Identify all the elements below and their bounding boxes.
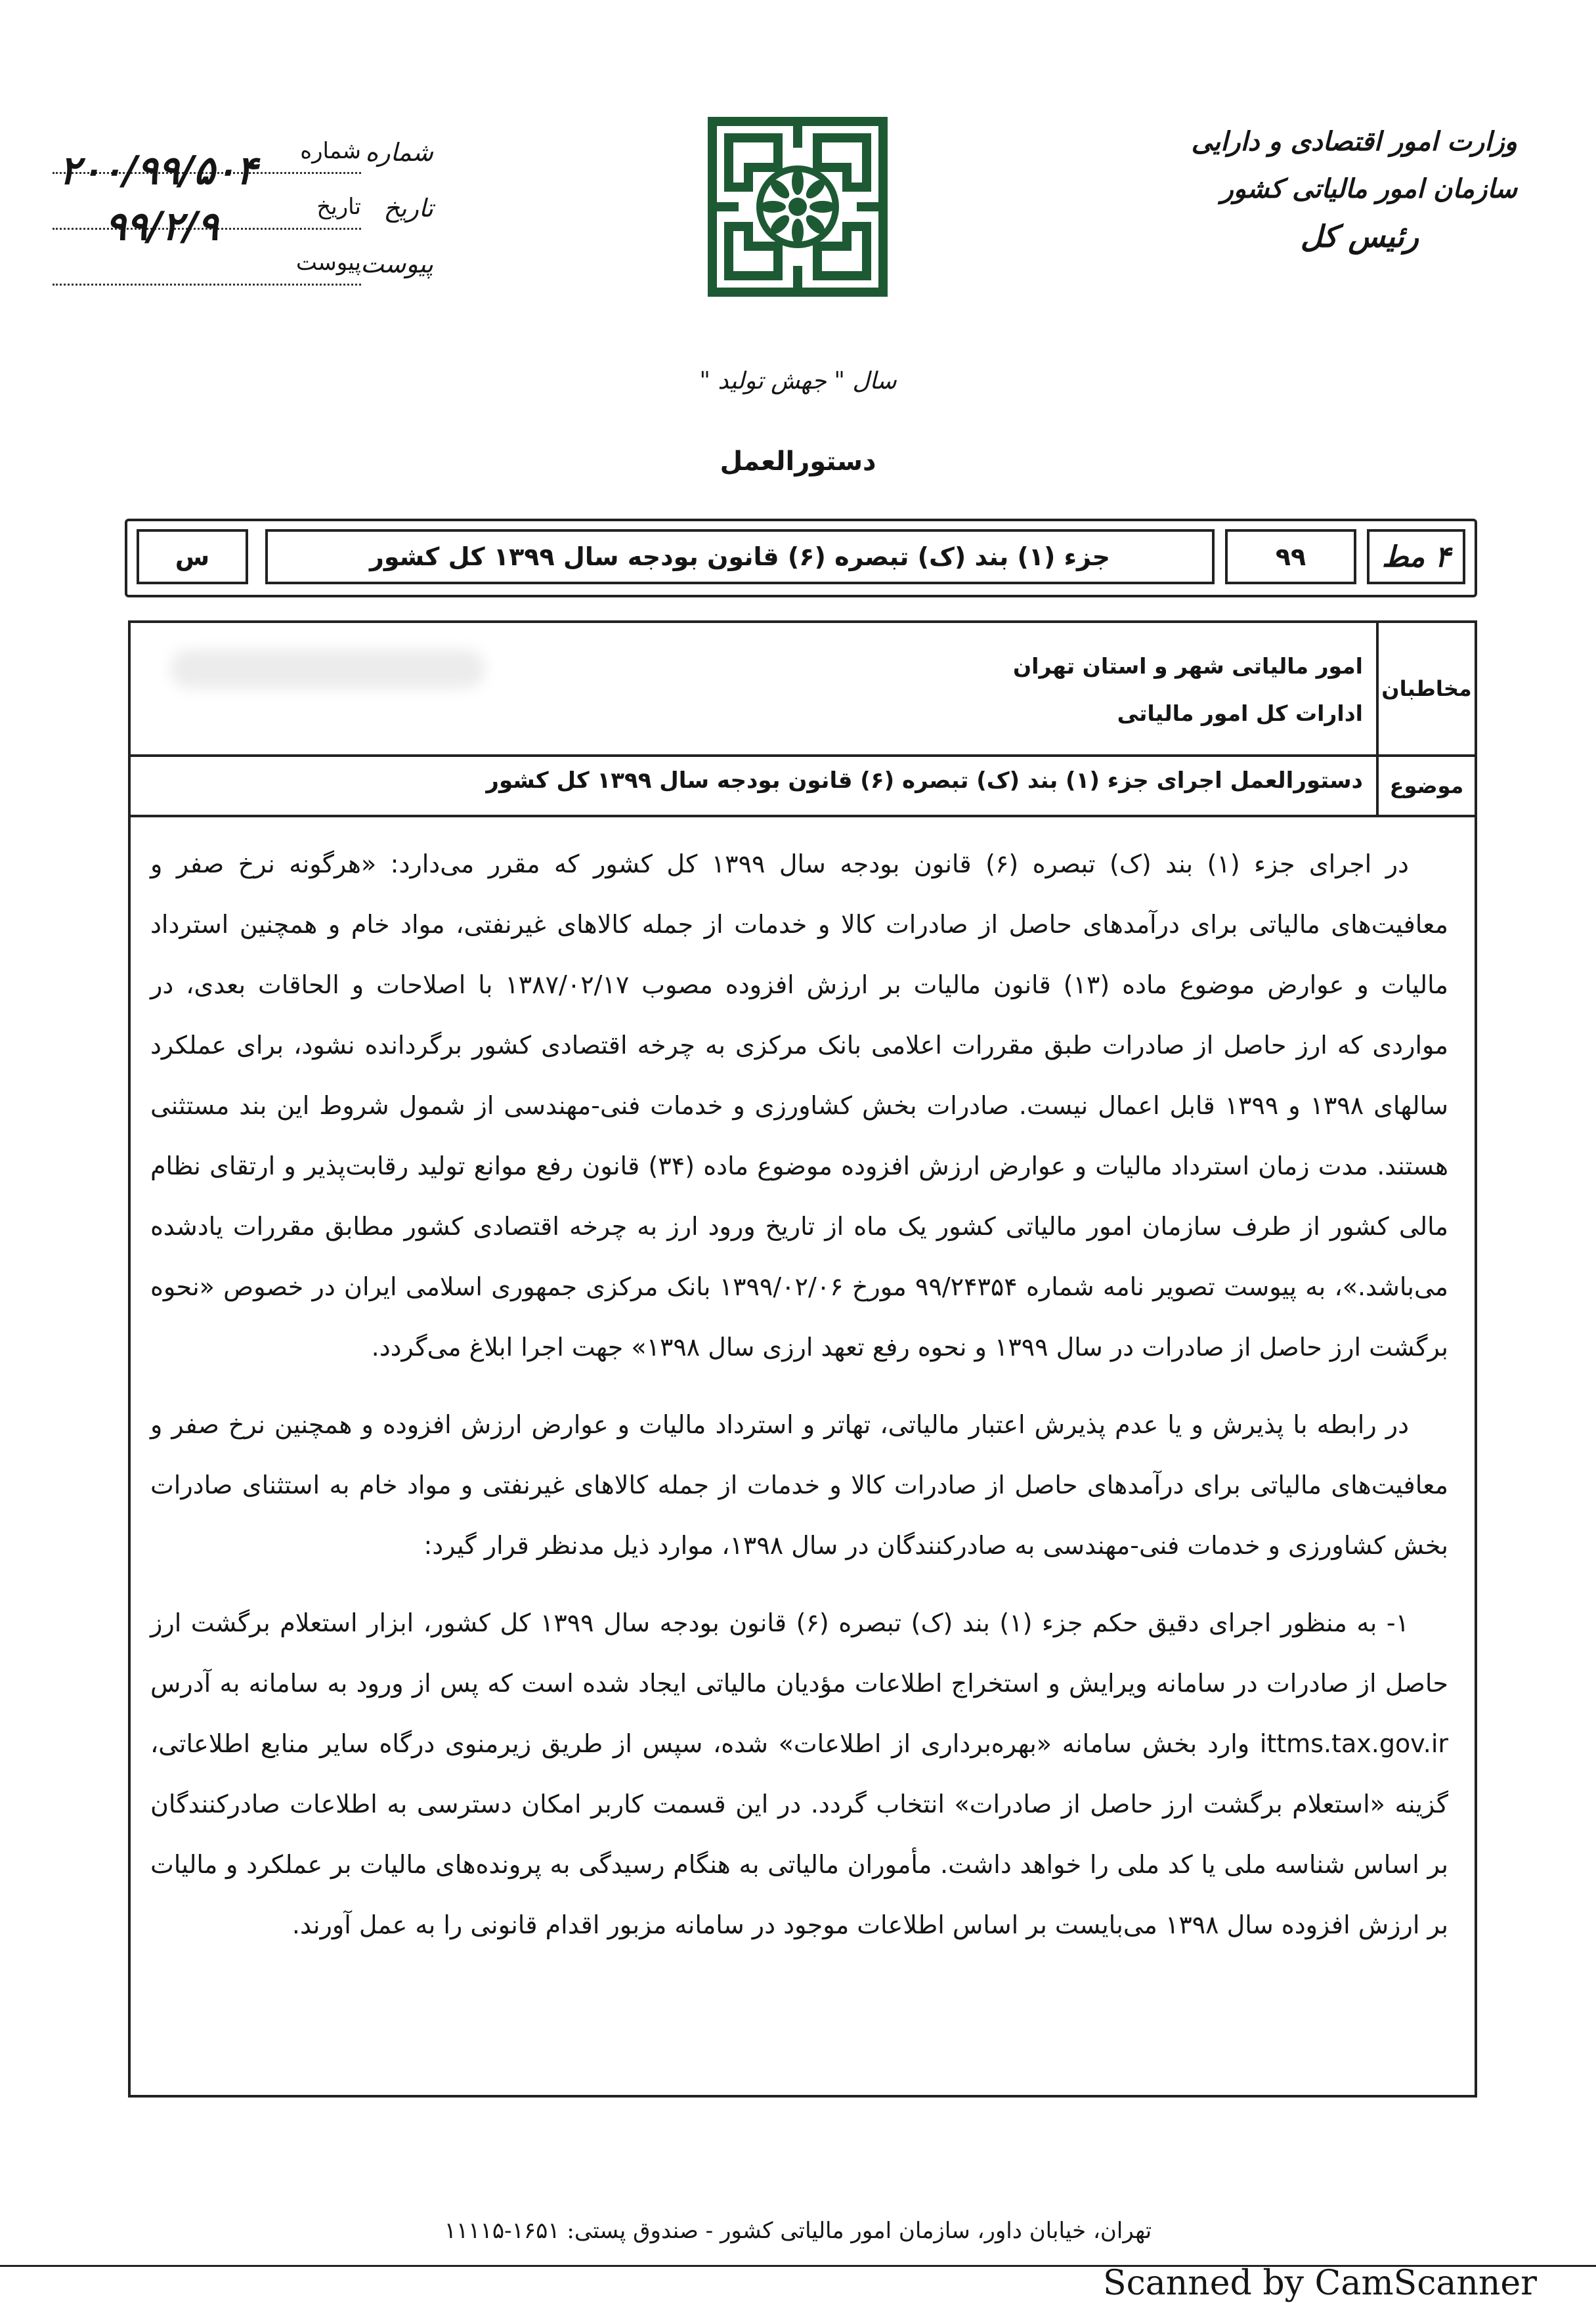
- ministry-name: وزارت امور اقتصادی و دارایی: [1191, 126, 1517, 157]
- position-title: رئیس کل: [1300, 219, 1419, 254]
- organization-name: سازمان امور مالیاتی کشور: [1220, 173, 1517, 204]
- meta-attachment-label: پیوست: [360, 249, 433, 278]
- scanner-watermark: Scanned by CamScanner: [1103, 2264, 1537, 2303]
- subject-label: موضوع: [1376, 757, 1475, 815]
- body-paragraph-3: ۱- به منظور اجرای دقیق حکم جزء (۱) بند (ک) تبصره (۶) قانون بودجه سال ۱۳۹۹ کل کشور، ابزار استعلام برگشت ارز حاصل از صادرات در سامانه ویرایش و استخراج اطلاعات مؤدیان مالیاتی ایجاد شده است که پس از ورود به سامانه به آدرس ittms.tax.gov.ir وارد بخش سامانه «بهره‌برداری از اطلاعات» شده، سپس از طریق زیرمنوی درگاه سایر منابع اطلاعاتی، گزینه «استعلام برگشت ارز حاصل از صادرات» انتخاب گردد. در این قسمت کاربر امکان دسترسی به اطلاعات صادرکنندگان بر اساس شناسه ملی یا کد ملی را خواهد داشت. مأموران مالیاتی به هنگام رسیدگی به پرونده‌های مالیات بر عملکرد و مالیات بر ارزش افزوده سال ۱۳۹۸ می‌بایست بر اساس اطلاعات موجود در سامانه مزبور اقدام قانونی را به عمل آورند.: [150, 1608, 1448, 1939]
- meta-number-row: [53, 138, 433, 194]
- subject-row: [131, 754, 1475, 815]
- meta-date-field-label: تاریخ: [316, 194, 361, 220]
- ministry-header: [1176, 118, 1517, 260]
- instruction-code-row: [125, 519, 1477, 597]
- year-slogan: سال " جهش تولید ": [699, 368, 897, 395]
- meta-number-value: ۲۰۰/۹۹/۵۰۴: [59, 148, 257, 194]
- addressee-line-1: امور مالیاتی شهر و استان تهران: [1013, 653, 1363, 679]
- addressee-subject-box: [128, 620, 1477, 817]
- addressees-label: مخاطبان: [1376, 623, 1475, 754]
- subject-text: دستورالعمل اجرای جزء (۱) بند (ک) تبصره (۶) قانون بودجه سال ۱۳۹۹ کل کشور: [486, 767, 1363, 794]
- document-title: دستورالعمل: [720, 446, 876, 477]
- meta-date-row: [53, 194, 433, 249]
- letter-body: [128, 814, 1477, 2098]
- addressee-line-2: ادارات کل امور مالیاتی: [1117, 700, 1363, 726]
- instruction-series: س: [137, 529, 248, 584]
- letter-meta: [53, 125, 433, 295]
- meta-number-label: شماره: [365, 138, 433, 167]
- meta-attachment-line: [53, 284, 361, 286]
- meta-number-field-label: شماره: [300, 138, 361, 164]
- footer-address: تهران، خیابان داور، سازمان امور مالیاتی کشور - صندوق پستی: ۱۶۵۱-۱۱۱۱۵: [444, 2218, 1152, 2244]
- tax-organization-logo-icon: [699, 108, 896, 305]
- meta-attachment-row: [53, 249, 433, 295]
- addressees-text: [1013, 643, 1363, 737]
- body-paragraph-1: در اجرای جزء (۱) بند (ک) تبصره (۶) قانون بودجه سال ۱۳۹۹ کل کشور که مقرر می‌دارد: «هرگونه نرخ صفر و معافیت‌های مالیاتی برای درآمدهای حاصل از صادرات کالا و خدمات از جمله کالاهای غیرنفتی، مواد خام و همچنین استرداد مالیات و عوارض موضوع ماده (۱۳) قانون مالیات بر ارزش افزوده مصوب ۱۳۸۷/۰۲/۱۷ با اصلاحات و الحاقات بعدی، در مواردی که ارز حاصل از صادرات طبق مقررات اعلامی بانک مرکزی به چرخه اقتصادی کشور برگردانده نشود، برای عملکرد سالهای ۱۳۹۸ و ۱۳۹۹ قابل اعمال نیست. صادرات بخش کشاورزی و خدمات فنی-مهندسی از شمول شروط این بند مستثنی هستند. مدت زمان استرداد مالیات و عوارض ارزش افزوده موضوع ماده (۳۴) قانون رفع موانع تولید رقابت‌پذیر و ارتقای نظام مالی کشور از طرف سازمان امور مالیاتی کشور یک ماه از تاریخ ورود ارز به چرخه اقتصادی کشور مطابق مقررات یادشده می‌باشد.»، به پیوست تصویر نامه شماره ۹۹/۲۴۳۵۴ مورخ ۱۳۹۹/۰۲/۰۶ بانک مرکزی جمهوری اسلامی ایران در خصوص «نحوه برگشت ارز حاصل از صادرات در سال ۱۳۹۹ و نحوه رفع تعهد ارزی سال ۱۳۹۸» جهت اجرا ابلاغ می‌گردد.: [150, 850, 1449, 1362]
- redacted-area: [170, 649, 485, 689]
- instruction-subject: جزء (۱) بند (ک) تبصره (۶) قانون بودجه سال ۱۳۹۹ کل کشور: [265, 529, 1215, 584]
- body-paragraph-2: در رابطه با پذیرش و یا عدم پذیرش اعتبار مالیاتی، تهاتر و استرداد مالیات و عوارض ارزش افزوده و همچنین نرخ صفر و معافیت‌های مالیاتی برای درآمدهای حاصل از صادرات کالا و خدمات از جمله کالاهای غیرنفتی و مواد خام به استثنای صادرات بخش کشاورزی و خدمات فنی-مهندسی به صادرکنندگان در سال ۱۳۹۸، موارد ذیل مدنظر قرار گیرد:: [150, 1410, 1448, 1560]
- meta-attachment-field-label: پیوست: [295, 249, 361, 276]
- instruction-year: ۹۹: [1225, 529, 1356, 584]
- meta-date-value: ۹۹/۲/۹: [105, 204, 219, 249]
- instruction-number: ۴ مط: [1367, 529, 1465, 584]
- meta-date-label: تاریخ: [383, 194, 433, 223]
